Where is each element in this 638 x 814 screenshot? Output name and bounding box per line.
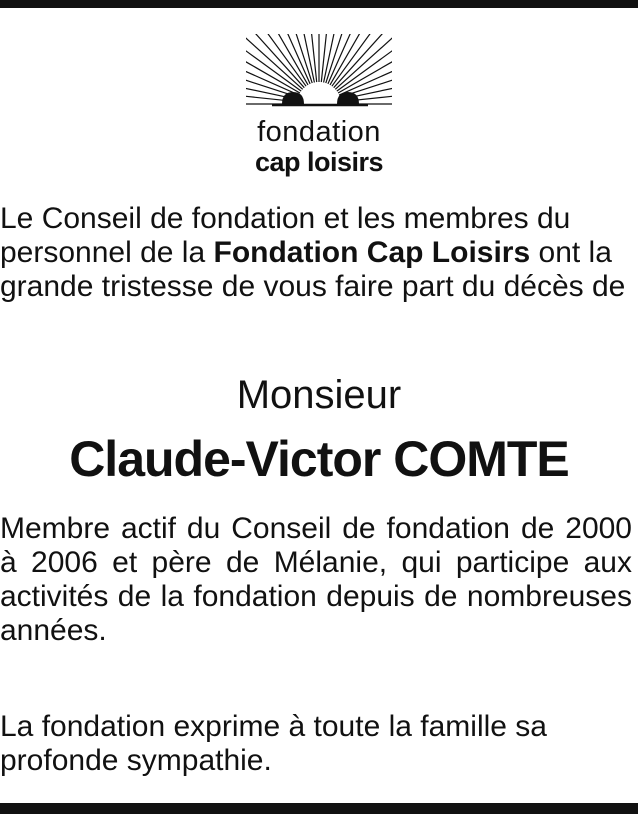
bio-paragraph: Membre actif du Conseil de fondation de 2000 à 2006 et père de Mélanie, qui participe aux activités de la fondation depuis de nombreuses années.: [0, 512, 632, 647]
sunrise-icon: [244, 34, 394, 116]
bottom-rule: [0, 803, 638, 814]
logo-text-cap-loisirs: cap loisirs: [254, 147, 384, 177]
intro-text-end: ont la grande tristesse de vous faire part du décès de: [0, 236, 626, 303]
logo-text-fondation: fondation: [257, 116, 381, 148]
closing-paragraph: La fondation exprime à toute la famille sa profonde sympathie.: [0, 710, 547, 777]
foundation-name: Fondation Cap Loisirs: [213, 236, 531, 269]
deceased-name: Claude-Victor COMTE: [69, 431, 569, 487]
intro-text-start: Le Conseil de fondation et les membres du personnel de la: [0, 202, 571, 269]
top-rule: [0, 0, 638, 8]
intro-paragraph: [0, 202, 632, 304]
salutation: Monsieur: [236, 373, 402, 417]
fondation-logo: [244, 34, 394, 180]
